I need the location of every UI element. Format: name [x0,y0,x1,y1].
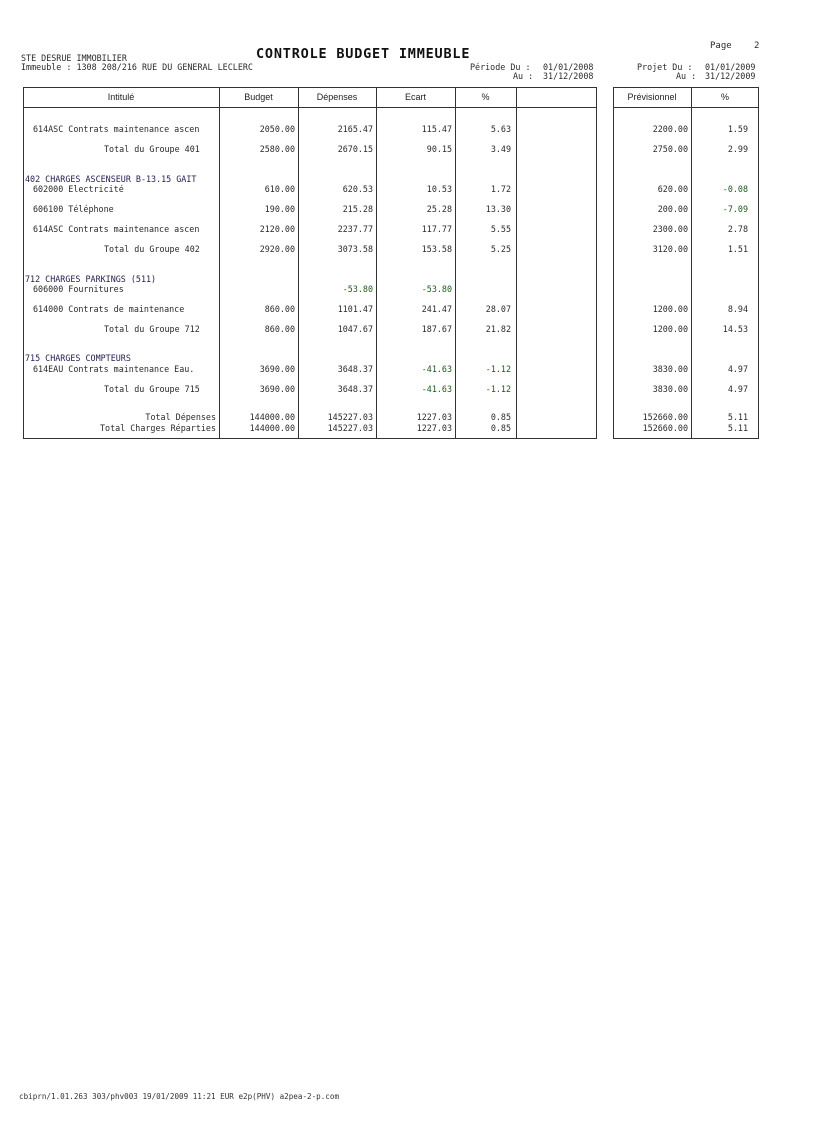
cell-budget: 2920.00 [259,244,295,254]
document-title: CONTROLE BUDGET IMMEUBLE [256,46,471,62]
cell-ecart: -53.80 [421,284,452,294]
col-divider [455,87,456,439]
cell-pct2: 4.97 [727,384,748,394]
cell-budget: 610.00 [264,184,295,194]
periode-to: 31/12/2008 [543,71,594,81]
cell-depenses: 2165.47 [337,124,373,134]
cell-pct: 0.85 [490,423,511,433]
cell-budget: 190.00 [264,204,295,214]
cell-pct: 13.30 [485,204,511,214]
cell-pct2: 1.59 [727,124,748,134]
cell-pct: -1.12 [485,384,511,394]
row-label: 614EAU Contrats maintenance Eau. [33,364,195,374]
cell-depenses: 145227.03 [327,423,373,433]
col-divider [516,87,517,439]
cell-ecart: -41.63 [421,364,452,374]
total-depenses-label: Total Dépenses [145,412,216,422]
cell-ecart: 25.28 [426,204,452,214]
cell-pct2: 5.11 [727,423,748,433]
cell-budget: 2580.00 [259,144,295,154]
company-name: STE DESRUE IMMOBILIER [21,53,127,63]
cell-prev: 3830.00 [652,364,688,374]
row-label: 614ASC Contrats maintenance ascen [33,124,200,134]
cell-pct: 21.82 [485,324,511,334]
cell-budget: 860.00 [264,324,295,334]
footer-reference: cbiprn/1.01.263 303/phv003 19/01/2009 11:21 EUR e2p(PHV) a2pea-2-p.com [19,1092,340,1101]
group-heading: 715 CHARGES COMPTEURS [25,353,131,363]
periode-to-label: Au : [513,71,534,81]
cell-budget: 144000.00 [249,412,295,422]
cell-depenses: 1047.67 [337,324,373,334]
col-header-ecart: Ecart [404,92,426,102]
header-divider [23,107,597,108]
col-header-pct: % [481,92,490,102]
cell-prev: 3120.00 [652,244,688,254]
row-label: Total du Groupe 401 [104,144,200,154]
cell-pct2: 2.78 [727,224,748,234]
header-divider [613,107,759,108]
cell-prev: 152660.00 [642,412,688,422]
cell-pct: -1.12 [485,364,511,374]
col-header-depenses: Dépenses [316,92,358,102]
cell-depenses: 2237.77 [337,224,373,234]
group-heading: 402 CHARGES ASCENSEUR B-13.15 GAIT [25,174,197,184]
col-divider [219,87,220,439]
cell-prev: 2200.00 [652,124,688,134]
cell-prev: 1200.00 [652,304,688,314]
cell-prev: 620.00 [657,184,688,194]
cell-depenses: 3073.58 [337,244,373,254]
cell-pct: 5.25 [490,244,511,254]
cell-prev: 200.00 [657,204,688,214]
cell-budget: 3690.00 [259,364,295,374]
cell-ecart: 117.77 [421,224,452,234]
cell-prev: 2750.00 [652,144,688,154]
cell-pct2: 1.51 [727,244,748,254]
cell-ecart: 241.47 [421,304,452,314]
projet-from: 01/01/2009 [705,62,756,72]
cell-pct: 0.85 [490,412,511,422]
page-label: Page [710,41,732,51]
cell-pct2: 4.97 [727,364,748,374]
cell-ecart: 1227.03 [416,412,452,422]
row-label: 606100 Téléphone [33,204,114,214]
col-divider [691,87,692,439]
cell-prev: 152660.00 [642,423,688,433]
page-number: 2 [754,41,760,51]
cell-pct2: 8.94 [727,304,748,314]
cell-pct: 3.49 [490,144,511,154]
cell-pct: 28.07 [485,304,511,314]
cell-budget: 3690.00 [259,384,295,394]
row-label: 614ASC Contrats maintenance ascen [33,224,200,234]
cell-pct: 5.55 [490,224,511,234]
cell-depenses: 620.53 [342,184,373,194]
row-label: Total du Groupe 712 [104,324,200,334]
periode-label: Période Du : [470,62,531,72]
cell-depenses: -53.80 [342,284,373,294]
cell-ecart: 10.53 [426,184,452,194]
cell-depenses: 215.28 [342,204,373,214]
cell-depenses: 2670.15 [337,144,373,154]
cell-ecart: 187.67 [421,324,452,334]
col-header-previsionnel: Prévisionnel [627,92,677,102]
col-header-pct2: % [720,92,729,102]
cell-pct2: 5.11 [727,412,748,422]
group-heading: 712 CHARGES PARKINGS (511) [25,274,157,284]
cell-pct2: -0.08 [722,184,748,194]
col-divider [376,87,377,439]
cell-pct2: 2.99 [727,144,748,154]
cell-pct: 5.63 [490,124,511,134]
row-label: 614000 Contrats de maintenance [33,304,185,314]
projet-to-label: Au : [676,71,697,81]
row-label: 602000 Electricité [33,184,124,194]
projet-to: 31/12/2009 [705,71,756,81]
total-reparties-label: Total Charges Réparties [100,423,216,433]
cell-budget: 2050.00 [259,124,295,134]
cell-budget: 2120.00 [259,224,295,234]
cell-depenses: 3648.37 [337,364,373,374]
cell-depenses: 145227.03 [327,412,373,422]
col-header-budget: Budget [244,92,273,102]
cell-pct2: -7.09 [722,204,748,214]
cell-prev: 2300.00 [652,224,688,234]
cell-ecart: 1227.03 [416,423,452,433]
cell-prev: 1200.00 [652,324,688,334]
cell-depenses: 1101.47 [337,304,373,314]
periode-from: 01/01/2008 [543,62,594,72]
cell-pct2: 14.53 [722,324,748,334]
projet-label: Projet Du : [637,62,693,72]
col-divider [298,87,299,439]
cell-prev: 3830.00 [652,384,688,394]
cell-budget: 144000.00 [249,423,295,433]
row-label: 606000 Fournitures [33,284,124,294]
cell-ecart: 153.58 [421,244,452,254]
building-info: Immeuble : 1308 208/216 RUE DU GENERAL LECLERC [21,62,253,72]
cell-ecart: 115.47 [421,124,452,134]
row-label: Total du Groupe 715 [104,384,200,394]
cell-depenses: 3648.37 [337,384,373,394]
row-label: Total du Groupe 402 [104,244,200,254]
cell-ecart: -41.63 [421,384,452,394]
col-header-intitule: Intitulé [107,92,135,102]
cell-budget: 860.00 [264,304,295,314]
cell-ecart: 90.15 [426,144,452,154]
cell-pct: 1.72 [490,184,511,194]
